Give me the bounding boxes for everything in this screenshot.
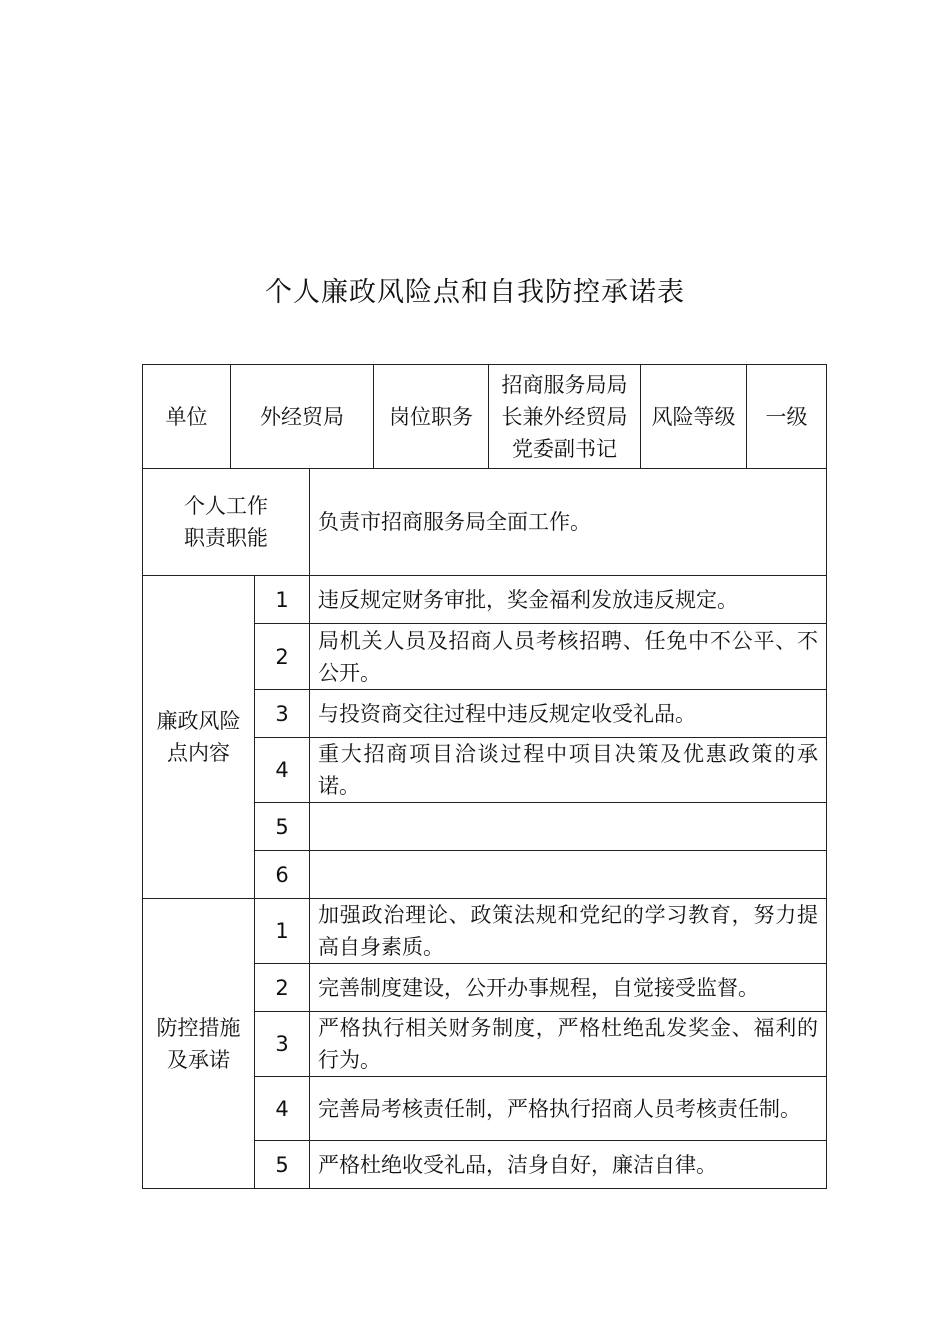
risk-level-value: 一级 <box>747 365 827 469</box>
measure-no: 5 <box>255 1141 310 1189</box>
measure-text: 严格杜绝收受礼品，洁身自好，廉洁自律。 <box>310 1141 827 1189</box>
risk-row <box>143 576 827 624</box>
risk-level-label: 风险等级 <box>641 365 747 469</box>
measure-text: 完善局考核责任制，严格执行招商人员考核责任制。 <box>310 1077 827 1141</box>
risk-text: 重大招商项目洽谈过程中项目决策及优惠政策的承诺。 <box>310 738 827 803</box>
risk-points-label <box>143 576 255 899</box>
duties-label-line: 职责职能 <box>184 526 268 550</box>
risk-no: 3 <box>255 690 310 738</box>
measure-no: 3 <box>255 1012 310 1077</box>
duties-text: 负责市招商服务局全面工作。 <box>310 469 827 576</box>
unit-value: 外经贸局 <box>231 365 374 469</box>
measure-no: 1 <box>255 899 310 964</box>
risk-no: 2 <box>255 624 310 690</box>
post-value <box>489 365 641 469</box>
unit-label: 单位 <box>143 365 231 469</box>
post-value-line: 招商服务局局 <box>501 372 628 397</box>
risk-label-line: 廉政风险 <box>156 709 241 733</box>
measure-text: 完善制度建设，公开办事规程，自觉接受监督。 <box>310 964 827 1012</box>
measures-label-line: 及承诺 <box>167 1047 230 1072</box>
commitment-table <box>142 364 827 1189</box>
duties-label <box>143 469 310 576</box>
duties-row <box>143 469 827 576</box>
page-title: 个人廉政风险点和自我防控承诺表 <box>265 277 685 308</box>
measure-row <box>143 899 827 964</box>
measure-no: 4 <box>255 1077 310 1141</box>
risk-no: 4 <box>255 738 310 803</box>
risk-label-line: 点内容 <box>167 741 230 765</box>
risk-no: 1 <box>255 576 310 624</box>
duties-label-line: 个人工作 <box>184 494 268 518</box>
post-label: 岗位职务 <box>374 365 489 469</box>
risk-text: 违反规定财务审批，奖金福利发放违反规定。 <box>310 576 827 624</box>
risk-text <box>310 851 827 899</box>
risk-no: 5 <box>255 803 310 851</box>
risk-text <box>310 803 827 851</box>
post-value-line: 党委副书记 <box>512 436 617 461</box>
risk-text: 与投资商交往过程中违反规定收受礼品。 <box>310 690 827 738</box>
measure-no: 2 <box>255 964 310 1012</box>
post-value-line: 长兼外经贸局 <box>501 404 628 429</box>
measure-text: 严格执行相关财务制度，严格杜绝乱发奖金、福利的行为。 <box>310 1012 827 1077</box>
header-row <box>143 365 827 469</box>
measures-label <box>143 899 255 1189</box>
risk-text: 局机关人员及招商人员考核招聘、任免中不公平、不公开。 <box>310 624 827 690</box>
risk-no: 6 <box>255 851 310 899</box>
measures-label-line: 防控措施 <box>156 1015 241 1040</box>
measure-text: 加强政治理论、政策法规和党纪的学习教育，努力提高自身素质。 <box>310 899 827 964</box>
